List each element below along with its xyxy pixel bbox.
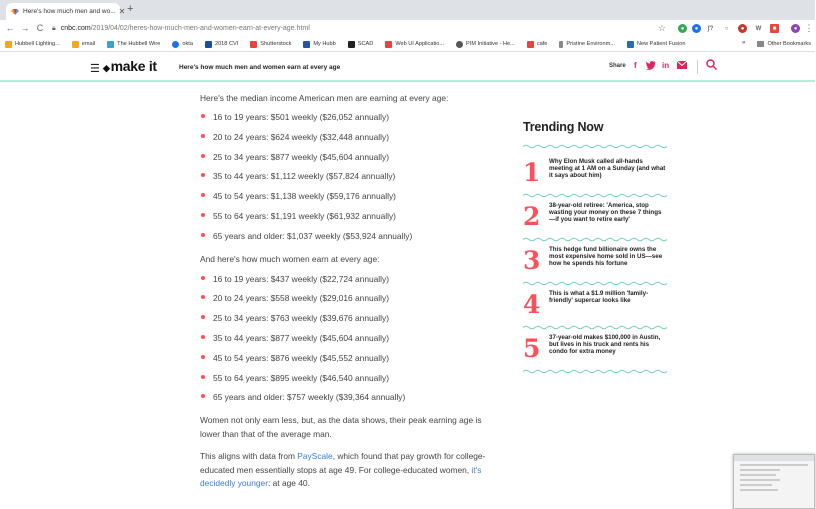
back-icon[interactable]: ←	[5, 23, 15, 33]
close-tab-icon[interactable]: ✕	[118, 7, 126, 16]
list-item: 65 years and older: $1,037 weekly ($53,924 annually)	[200, 231, 500, 251]
url-host: cnbc.com	[60, 25, 91, 32]
list-item: 65 years and older: $757 weekly ($39,364 annually)	[200, 392, 500, 412]
list-item: 25 to 34 years: $877 weekly ($45,604 annually)	[200, 152, 500, 172]
bullet	[201, 276, 205, 280]
extension-icon[interactable]: ○	[724, 25, 729, 32]
list-item: 16 to 19 years: $501 weekly ($26,052 annually)	[200, 112, 500, 132]
bookmark-star-icon[interactable]: ☆	[658, 23, 667, 33]
trending-title: Trending Now	[523, 120, 604, 134]
facebook-icon[interactable]: f	[634, 61, 637, 70]
trending-now	[523, 120, 666, 374]
trending-headline[interactable]: This hedge fund billionaire owns the most expensive home sold in US—see how he spends his fortune	[549, 246, 663, 268]
women-income-list	[200, 274, 500, 413]
folder-icon	[757, 41, 764, 47]
thumbnail-line	[740, 479, 780, 481]
extension-icon[interactable]: ●	[678, 24, 687, 33]
bookmark-icon	[205, 41, 212, 48]
bookmark-icon	[172, 41, 179, 48]
tab-strip	[0, 0, 815, 20]
bullet	[201, 295, 205, 299]
list-item: 16 to 19 years: $437 weekly ($22,724 annually)	[200, 274, 500, 294]
list-item: 20 to 24 years: $624 weekly ($32,448 annually)	[200, 132, 500, 152]
twitter-icon[interactable]	[646, 61, 656, 71]
bullet	[201, 134, 205, 138]
browser-tab[interactable]	[6, 3, 126, 20]
paragraph-payscale: This aligns with data from PayScale, which found that pay growth for college-educated men essentially stops at age 49. For college-educated women, it's decidedly younger: at age 40.	[200, 451, 486, 489]
trending-item[interactable]	[523, 330, 666, 374]
wave-divider	[523, 144, 666, 149]
bullet	[201, 233, 205, 237]
list-item: 25 to 34 years: $763 weekly ($39,676 annually)	[200, 313, 500, 333]
bookmark-item[interactable]: Hubbell Lighting...	[5, 41, 60, 48]
tab-title: Here's how much men and wo...	[23, 8, 116, 15]
lock-icon: 🔒︎	[52, 24, 56, 32]
bookmark-item[interactable]: 2018 CVI	[205, 41, 238, 48]
list-item: 45 to 54 years: $1,138 weekly ($59,176 annually)	[200, 191, 500, 211]
extension-icon[interactable]: ■	[770, 24, 779, 33]
header-divider	[697, 60, 698, 74]
bookmark-item[interactable]: email	[72, 41, 95, 48]
extension-icon[interactable]: ●	[692, 24, 701, 33]
bullet	[201, 213, 205, 217]
other-bookmarks[interactable]: Other Bookmarks	[757, 41, 811, 47]
search-icon[interactable]	[706, 59, 717, 73]
bullet	[201, 173, 205, 177]
bullet	[201, 154, 205, 158]
trending-number: 4	[523, 290, 541, 319]
trending-number: 1	[523, 158, 541, 187]
extension-icon[interactable]: ●	[738, 24, 747, 33]
extension-icon[interactable]: W	[755, 25, 762, 32]
bookmarks-bar	[0, 37, 815, 52]
trending-number: 3	[523, 246, 541, 275]
new-tab-button[interactable]: +	[127, 3, 134, 15]
bookmark-item[interactable]: cafe	[527, 41, 548, 48]
thumbnail-line	[740, 469, 780, 471]
thumbnail-line	[740, 474, 776, 476]
profile-avatar[interactable]: ●	[791, 24, 800, 33]
bookmark-icon	[527, 41, 534, 48]
men-intro: Here's the median income American men are earning at every age:	[200, 93, 449, 103]
list-item: 55 to 64 years: $1,191 weekly ($61,932 annually)	[200, 211, 500, 231]
bookmark-item[interactable]: okta	[172, 41, 193, 48]
address-bar[interactable]	[52, 22, 672, 35]
trending-item[interactable]	[523, 154, 666, 198]
bookmark-item[interactable]: Web UI Applicatio...	[385, 41, 444, 48]
trending-number: 5	[523, 334, 541, 363]
article-body	[200, 92, 500, 491]
bullet	[201, 355, 205, 359]
bookmark-icon	[348, 41, 355, 48]
list-item: 35 to 44 years: $1,112 weekly ($57,824 annually)	[200, 171, 500, 191]
linkedin-icon[interactable]: in	[662, 61, 670, 70]
list-item: 55 to 64 years: $895 weekly ($46,540 annually)	[200, 373, 500, 393]
share-label: Share	[609, 63, 626, 69]
nbc-peacock-icon	[11, 8, 19, 16]
bookmark-item[interactable]: Pristine Environm...	[559, 41, 615, 48]
screenshot-thumbnail[interactable]	[733, 454, 815, 509]
trending-headline[interactable]: 38-year-old retiree: 'America, stop wasting your money on these 7 things—if you want to retire early'	[549, 202, 662, 224]
header-headline: Here's how much men and women earn at every age	[179, 64, 341, 71]
trending-item[interactable]	[523, 198, 666, 242]
trending-headline[interactable]: 37-year-old makes $100,000 in Austin, but lives in his truck and rents his condo for extra money	[549, 334, 661, 356]
bookmark-icon	[72, 41, 79, 48]
bookmark-item[interactable]: SCAD	[348, 41, 374, 48]
bookmark-icon	[385, 41, 392, 48]
bookmark-icon	[107, 41, 114, 48]
bullet	[201, 335, 205, 339]
men-income-list	[200, 112, 500, 251]
trending-headline[interactable]: Why Elon Musk called all-hands meeting at 1 AM on a Sunday (and what it says about him)	[549, 158, 666, 180]
thumbnail-line	[740, 464, 808, 466]
bookmark-icon	[303, 41, 310, 48]
extension-icon[interactable]: ʃ?	[707, 25, 714, 32]
bookmark-icon	[5, 41, 12, 48]
list-item: 45 to 54 years: $876 weekly ($45,552 annually)	[200, 353, 500, 373]
trending-number: 2	[523, 202, 541, 231]
thumbnail-line	[740, 484, 772, 486]
bullet	[201, 114, 205, 118]
bookmark-icon	[456, 41, 463, 48]
reload-icon[interactable]: C	[36, 23, 44, 33]
peacock-icon: ◆	[103, 63, 110, 73]
younger-link[interactable]: it's decidedly younger	[200, 464, 482, 489]
thumbnail-toolbar	[734, 455, 814, 461]
list-item: 35 to 44 years: $877 weekly ($45,604 annually)	[200, 333, 500, 353]
url-path: /2019/04/02/heres-how-much-men-and-women-earn-at-every-age.html	[90, 25, 310, 32]
bullet	[201, 375, 205, 379]
browser-toolbar	[0, 20, 815, 37]
trending-item[interactable]	[523, 286, 666, 330]
bullet	[201, 193, 205, 197]
payscale-link[interactable]: PayScale	[297, 451, 333, 462]
bookmark-item[interactable]: PIM Initiative - He...	[456, 41, 515, 48]
bullet	[201, 315, 205, 319]
forward-icon[interactable]: →	[20, 23, 30, 33]
wave-divider	[523, 369, 666, 374]
site-header	[0, 52, 815, 82]
bookmark-icon	[250, 41, 257, 48]
make-it-logo[interactable]: ◆make it	[103, 58, 157, 74]
thumbnail-line	[740, 489, 778, 491]
bookmark-item[interactable]: My Hubb	[303, 41, 335, 48]
women-intro: And here's how much women earn at every age:	[200, 253, 380, 264]
bookmark-item[interactable]: Shutterstock	[250, 41, 291, 48]
menu-kebab-icon[interactable]: ⋮	[804, 23, 814, 33]
list-item: 20 to 24 years: $558 weekly ($29,016 annually)	[200, 293, 500, 313]
hamburger-menu-icon[interactable]: ☰	[90, 63, 100, 75]
paragraph-peak-age: Women not only earn less, but, as the data shows, their peak earning age is lower than that of the average man.	[200, 415, 482, 439]
bookmark-item[interactable]: New Patient Fusion	[627, 41, 686, 48]
trending-item[interactable]	[523, 242, 666, 286]
email-icon[interactable]	[677, 61, 687, 71]
bullet	[201, 394, 205, 398]
trending-headline[interactable]: This is what a $1.9 million 'family-friendly' supercar looks like	[549, 290, 649, 305]
bookmark-icon	[627, 41, 634, 48]
overflow-chevron-icon[interactable]: »	[742, 40, 746, 46]
bookmark-item[interactable]: The Hubbell Wire	[107, 41, 160, 48]
bookmark-icon	[559, 41, 563, 48]
